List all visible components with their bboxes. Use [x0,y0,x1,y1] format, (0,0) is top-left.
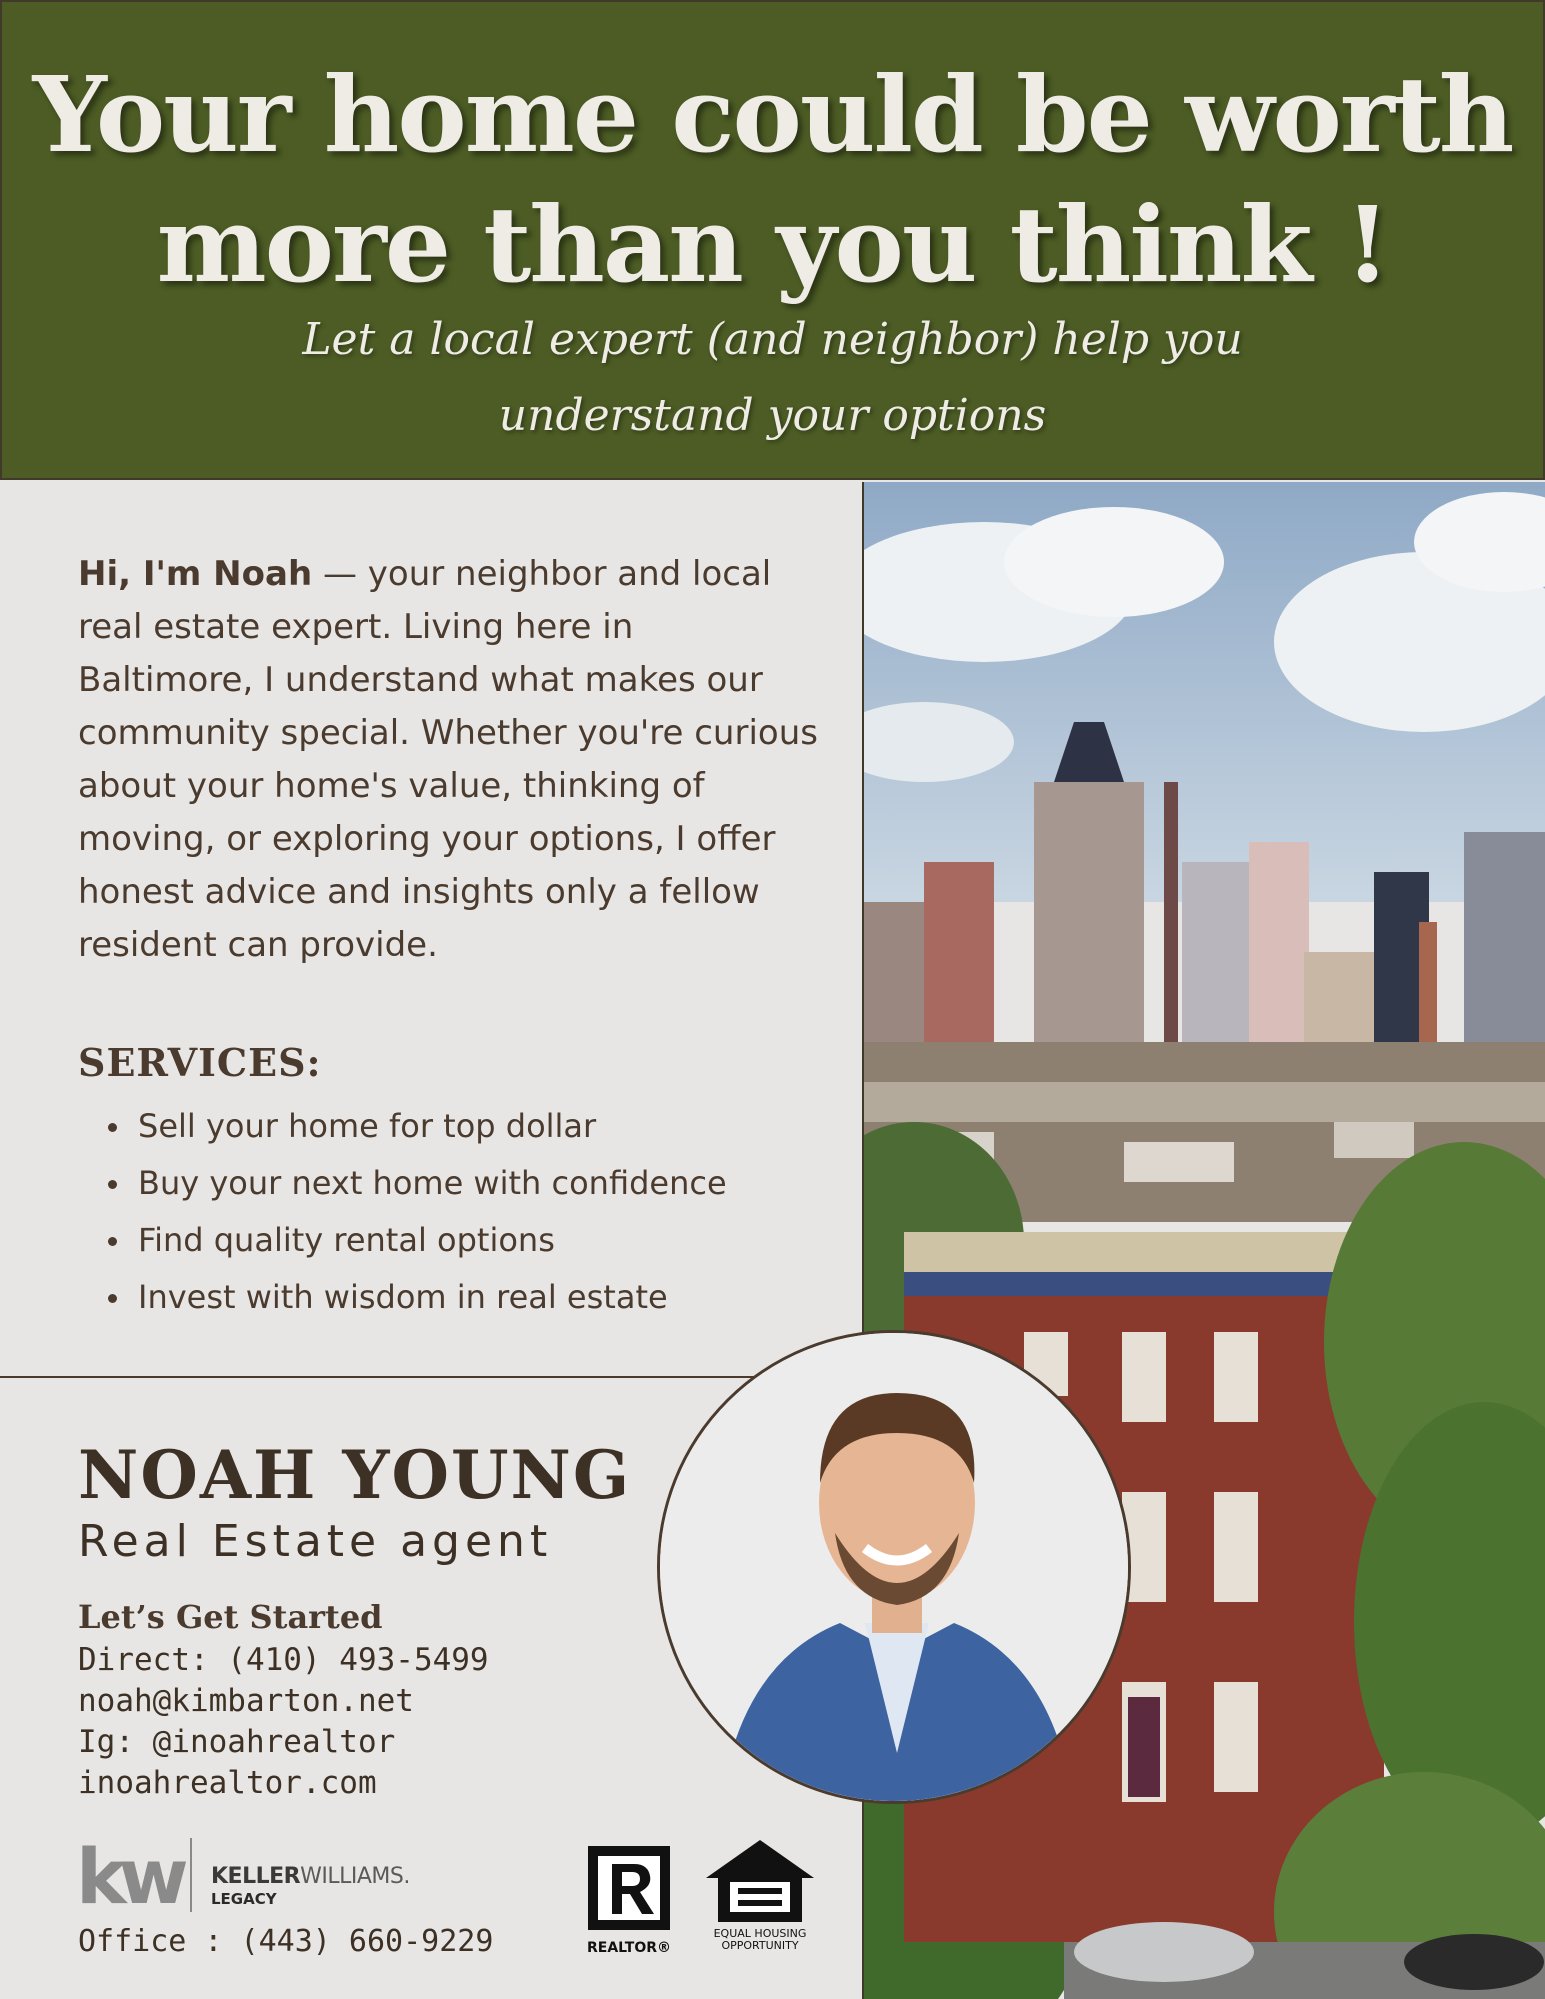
direct-phone[interactable]: Direct: (410) 493-5499 [78,1642,489,1678]
services-title: SERVICES: [78,1040,322,1085]
website-link[interactable]: inoahrealtor.com [78,1765,377,1801]
header-banner [0,0,1545,480]
office-phone[interactable]: Office : (443) 660-9229 [78,1924,494,1959]
agent-portrait [657,1330,1131,1804]
kw-wordmark [211,1864,410,1889]
equal-housing-logo [700,1836,820,1960]
kw-name-bold: KELLER [211,1864,301,1889]
services-list [104,1098,727,1326]
realtor-logo [584,1842,674,1958]
kw-name-light: WILLIAMS. [300,1864,410,1889]
subhead-line-2: understand your options [498,390,1047,441]
headline [2,50,1543,310]
service-item: Buy your next home with confidence [104,1155,727,1212]
service-item: Find quality rental options [104,1212,727,1269]
keller-williams-logo [76,1832,436,1921]
cta-heading: Let’s Get Started [78,1598,383,1636]
eho-line-1: EQUAL HOUSING [713,1927,807,1940]
service-item: Invest with wisdom in real estate [104,1269,727,1326]
intro-paragraph [78,548,818,972]
kw-branch: LEGACY [211,1890,277,1908]
headline-line-1: Your home could be worth [32,53,1513,176]
house-icon [700,1836,820,1926]
subheadline [2,302,1543,454]
realtor-label: REALTOR® [586,1940,671,1956]
section-divider [0,1376,760,1378]
contact-info [78,1640,489,1804]
realtor-r-icon [584,1842,674,1934]
agent-name: NOAH YOUNG [78,1436,632,1514]
kw-separator [190,1838,192,1912]
service-item: Sell your home for top dollar [104,1098,727,1155]
intro-greeting: Hi, I'm Noah [78,554,313,594]
eho-label [700,1928,820,1952]
email-link[interactable]: noah@kimbarton.net [78,1683,414,1719]
headline-line-2: more than you think ! [156,183,1389,306]
kw-mark: kw [76,1832,181,1921]
subhead-line-1: Let a local expert (and neighbor) help you [302,314,1243,365]
agent-title: Real Estate agent [78,1516,553,1567]
instagram-handle[interactable]: Ig: @inoahrealtor [78,1724,396,1760]
eho-line-2: OPPORTUNITY [721,1939,799,1952]
intro-body: — your neighbor and local real estate expert. Living here in Baltimore, I understand what makes our community special. Whether you're curious about your home's value, thinking of moving, or exploring your options, I offer honest advice and insights only a fellow resident can provide. [78,554,818,965]
